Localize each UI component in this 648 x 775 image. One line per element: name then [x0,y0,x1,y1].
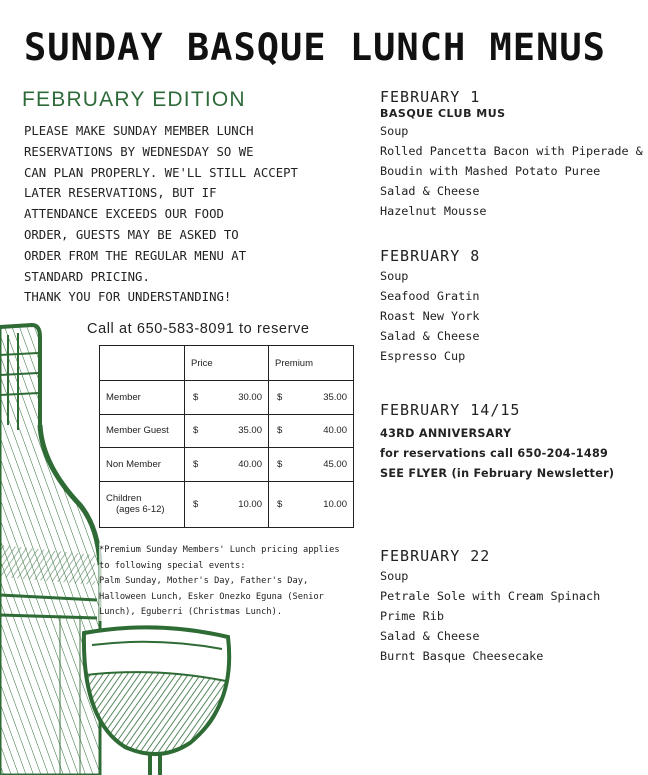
menu-item: Salad & Cheese [380,629,480,643]
table-row [100,414,354,448]
menu-item: Roast New York [380,309,480,323]
reservation-notice [24,121,354,308]
menu-item: Boudin with Mashed Potato Puree [380,164,601,178]
price-value: 10.00 [238,498,262,510]
currency-symbol: $ [193,391,199,403]
currency-symbol: $ [193,458,199,470]
menu-item: Soup [380,569,409,583]
price-cell [185,414,269,448]
wine-glass-icon [84,627,229,775]
menu-item: Petrale Sole with Cream Spinach [380,589,601,603]
menu-item: Salad & Cheese [380,184,480,198]
menu-feb-14-15 [380,401,645,484]
notice-line: ATTENDANCE EXCEEDS OUR FOOD [24,207,224,222]
menu-item: Espresso Cup [380,349,466,363]
notice-line: STANDARD PRICING. [24,269,150,284]
premium-cell [269,414,354,448]
row-label-sub: (ages 6-12) [116,504,165,515]
menu-item: Rolled Pancetta Bacon with Piperade & [380,144,643,158]
premium-value: 10.00 [323,498,347,510]
menu-item: Salad & Cheese [380,329,480,343]
currency-symbol: $ [277,458,283,470]
footnote-line: *Premium Sunday Members' Lunch pricing applies [99,545,340,555]
premium-value: 35.00 [323,391,347,403]
price-cell [185,448,269,482]
currency-symbol: $ [193,498,199,510]
currency-symbol: $ [277,425,283,437]
footnote-line: Palm Sunday, Mother's Day, Father's Day, [99,576,309,587]
notice-line: THANK YOU FOR UNDERSTANDING! [24,290,232,305]
price-table-header [100,346,354,381]
premium-cell [269,381,354,415]
notice-line: LATER RESERVATIONS, BUT IF [24,186,217,201]
menu-item: Burnt Basque Cheesecake [380,649,544,663]
currency-symbol: $ [277,391,283,403]
row-label: Member Guest [100,414,185,448]
premium-cell [269,481,354,527]
footnote-line: Lunch), Eguberri (Christmas Lunch). [99,607,283,618]
row-label [100,481,185,527]
menu-item: Hazelnut Mousse [380,204,487,218]
premium-footnote [99,543,361,621]
menu-date: FEBRUARY 14/15 [380,401,521,419]
header-cell-price: Price [185,346,269,381]
price-value: 35.00 [238,425,262,437]
row-label: Non Member [100,448,185,482]
price-cell [185,381,269,415]
header-cell-empty [100,346,185,381]
menu-date: FEBRUARY 22 [380,547,491,565]
price-table [99,345,354,528]
menu-item: Prime Rib [380,609,444,623]
menu-item: Soup [380,269,409,283]
menu-subtitle: BASQUE CLUB MUS [380,107,506,120]
footnote-line: to following special events: [99,560,246,571]
notice-line: CAN PLAN PROPERLY. WE'LL STILL ACCEPT [24,165,298,180]
menu-date: FEBRUARY 1 [380,88,481,106]
anniversary-line: 43RD ANNIVERSARY [380,427,512,440]
menu-date: FEBRUARY 8 [380,247,481,265]
price-value: 40.00 [238,458,262,470]
table-row [100,448,354,482]
currency-symbol: $ [277,498,283,510]
table-row [100,381,354,415]
notice-line: PLEASE MAKE SUNDAY MEMBER LUNCH [24,124,254,138]
menu-item: Seafood Gratin [380,289,480,303]
price-cell [185,481,269,527]
premium-value: 45.00 [323,458,347,470]
price-value: 30.00 [238,391,262,403]
wine-bottle-icon [0,325,100,775]
premium-value: 40.00 [323,425,347,437]
table-row [100,481,354,527]
anniversary-line: SEE FLYER (in February Newsletter) [380,467,615,480]
footnote-line: Halloween Lunch, Esker Onezko Eguna (Senior [99,591,324,602]
menu-feb-1 [380,88,645,221]
currency-symbol: $ [193,425,199,437]
row-label-main: Children [106,493,142,504]
notice-line: ORDER, GUESTS MAY BE ASKED TO [24,227,239,242]
edition-heading: FEBRUARY EDITION [22,88,246,111]
menu-feb-8 [380,247,645,366]
menu-item: Soup [380,124,409,138]
premium-cell [269,448,354,482]
row-label: Member [100,381,185,415]
notice-line: ORDER FROM THE REGULAR MENU AT [24,248,247,263]
menu-feb-22 [380,547,645,666]
anniversary-line: for reservations call 650-204-1489 [380,447,609,460]
notice-line: RESERVATIONS BY WEDNESDAY SO WE [24,144,254,159]
header-cell-premium: Premium [269,346,354,381]
page-title: SUNDAY BASQUE LUNCH MENUS [24,26,606,69]
reservation-phone: Call at 650-583-8091 to reserve [87,321,310,337]
